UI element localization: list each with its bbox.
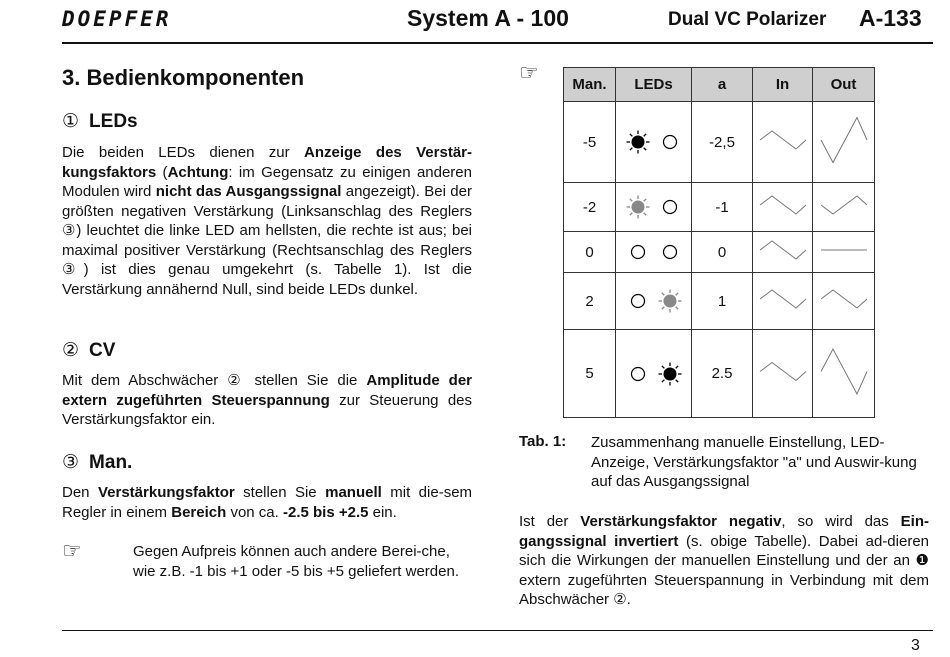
input-wave-icon [756,183,810,227]
table-row [564,183,875,232]
cell-in [753,102,813,183]
man-heading [62,451,132,474]
col-header-in: In [753,68,813,102]
col-header-out: Out [813,68,875,102]
cell-out [813,102,875,183]
page-header [0,0,950,44]
man-bold-4: -2.5 bis +2.5 [282,503,369,521]
cell-in [753,183,813,232]
footer-rule [62,630,933,631]
inversion-paragraph [519,512,929,610]
man-text-1: Den [62,484,90,501]
caption-colon: : [561,433,567,450]
table-row [564,330,875,418]
gain-table [563,67,875,418]
right-led-icon [658,130,682,154]
product-name: Dual VC Polarizer [668,9,827,30]
cell-man: 0 [564,232,616,273]
input-wave-icon [756,102,810,178]
cv-bold-1: Amplitude der extern zugeführten Steuerspannung [62,372,473,409]
cell-man: 5 [564,330,616,418]
table-row [564,232,875,273]
cv-heading [62,339,115,362]
leds-text-1: Die beiden LEDs dienen zur [62,144,290,161]
cell-man: -2 [564,183,616,232]
cell-a: 0 [692,232,753,273]
cell-in [753,330,813,418]
man-number: ③ [62,452,80,473]
leds-number: ① [62,111,80,132]
cv-paragraph [62,371,472,430]
leds-bold-3: nicht das Ausgangssignal [155,183,342,200]
right-led-icon [658,240,682,264]
cell-a: 2.5 [692,330,753,418]
leds-text-3: : im Gegensatz zu einigen anderen Modulen wird [62,163,472,200]
cell-out [813,330,875,418]
man-text-4: von ca. [230,503,279,521]
cv-text-1: Mit dem Abschwächer ② stellen Sie die [62,372,358,389]
inv-text-1: Ist der [519,513,569,530]
leds-bold-1: Anzeige des Verstär-kungsfaktors [62,144,472,181]
cell-out [813,183,875,232]
man-bold-2: manuell [325,484,382,501]
input-wave-icon [756,273,810,325]
cell-out [813,273,875,330]
caption-label [519,433,566,450]
cell-leds [616,330,692,418]
doepfer-logo: DOEPFER [62,7,172,31]
cv-text-2: zur Steuerung des Verstärkungsfaktor ein. [62,391,473,428]
table-row [564,102,875,183]
cell-a: -2,5 [692,102,753,183]
man-text-2: stellen Sie [243,484,317,501]
cell-man: -5 [564,102,616,183]
cv-title: CV [89,340,116,361]
input-wave-icon [756,232,810,268]
inv-bold-1: Verstärkungsfaktor negativ [580,513,782,530]
man-paragraph [62,483,472,522]
leds-text-4: angezeigt). Bei der größten negativen Verstärkung (Linksanschlag des Reglers ③) leuchtet die linke LED am hellsten, die rechte ist aus; bei maximal positiver Verstärkung (Rechtsanschlag des Reglers ③) ist dies genau umgekehrt (s. Tabelle 1). Ist die Verstärkung annähernd Null, sind beide LEDs dunkel. [62,183,472,298]
col-header-man: Man. [564,68,616,102]
system-title: System A - 100 [407,5,569,31]
cell-a: 1 [692,273,753,330]
inv-bold-2: Ein-gangssignal invertiert [519,513,930,550]
cell-man: 2 [564,273,616,330]
inv-text-2: , so wird das [781,513,889,530]
leds-title: LEDs [89,111,138,132]
caption-text: Zusammenhang manuelle Einstellung, LED-Anzeige, Verstärkungsfaktor "a" und Auswir-kung auf das Ausgangssignal [591,434,917,490]
table-row [564,273,875,330]
left-led-icon [626,130,650,154]
output-wave-icon [817,330,871,413]
left-led-icon [626,240,650,264]
cell-leds [616,183,692,232]
output-wave-icon [817,102,871,178]
page-number: 3 [911,637,920,654]
output-wave-icon [817,273,871,325]
man-text-5: ein. [372,503,397,521]
cv-number: ② [62,340,80,361]
right-led-icon [658,362,682,386]
output-wave-icon [817,232,871,268]
right-led-icon [658,289,682,313]
left-led-icon [626,362,650,386]
note-text: Gegen Aufpreis können auch andere Berei-che, wie z.B. -1 bis +1 oder -5 bis +5 geliefert werden. [133,543,460,580]
cell-out [813,232,875,273]
inv-text-3: (s. obige Tabelle). Dabei ad-dieren sich die Wirkungen der manuellen Einstellung und der an ❶ extern zugeführten Steuerspannung in Verbindung mit dem Abschwächer ②. [519,532,930,608]
col-header-leds: LEDs [616,68,692,102]
input-wave-icon [756,330,810,413]
pointing-hand-icon: ☞ [62,538,82,563]
man-text-3: mit die-sem Regler in einem [62,484,473,521]
product-code: A-133 [859,5,922,31]
right-led-icon [658,195,682,219]
cell-in [753,232,813,273]
left-led-icon [626,289,650,313]
man-bold-1: Verstärkungsfaktor [97,484,235,501]
left-led-icon [626,195,650,219]
man-title: Man. [89,452,133,473]
cell-leds [616,102,692,183]
cell-in [753,273,813,330]
man-bold-3: Bereich [171,503,227,521]
table-header-row [564,68,875,102]
cell-leds [616,232,692,273]
section-title: 3. Bedienkomponenten [62,65,305,90]
header-rule [62,42,933,44]
pointing-hand-icon: ☞ [519,60,539,85]
col-header-a: a [692,68,753,102]
leds-bold-2: Achtung [167,163,229,181]
cell-a: -1 [692,183,753,232]
leds-heading [62,110,138,133]
leds-paragraph [62,143,472,299]
caption-label-text: Tab. 1 [519,433,562,450]
output-wave-icon [817,183,871,227]
cell-leds [616,273,692,330]
leds-text-2: ( [156,163,168,181]
